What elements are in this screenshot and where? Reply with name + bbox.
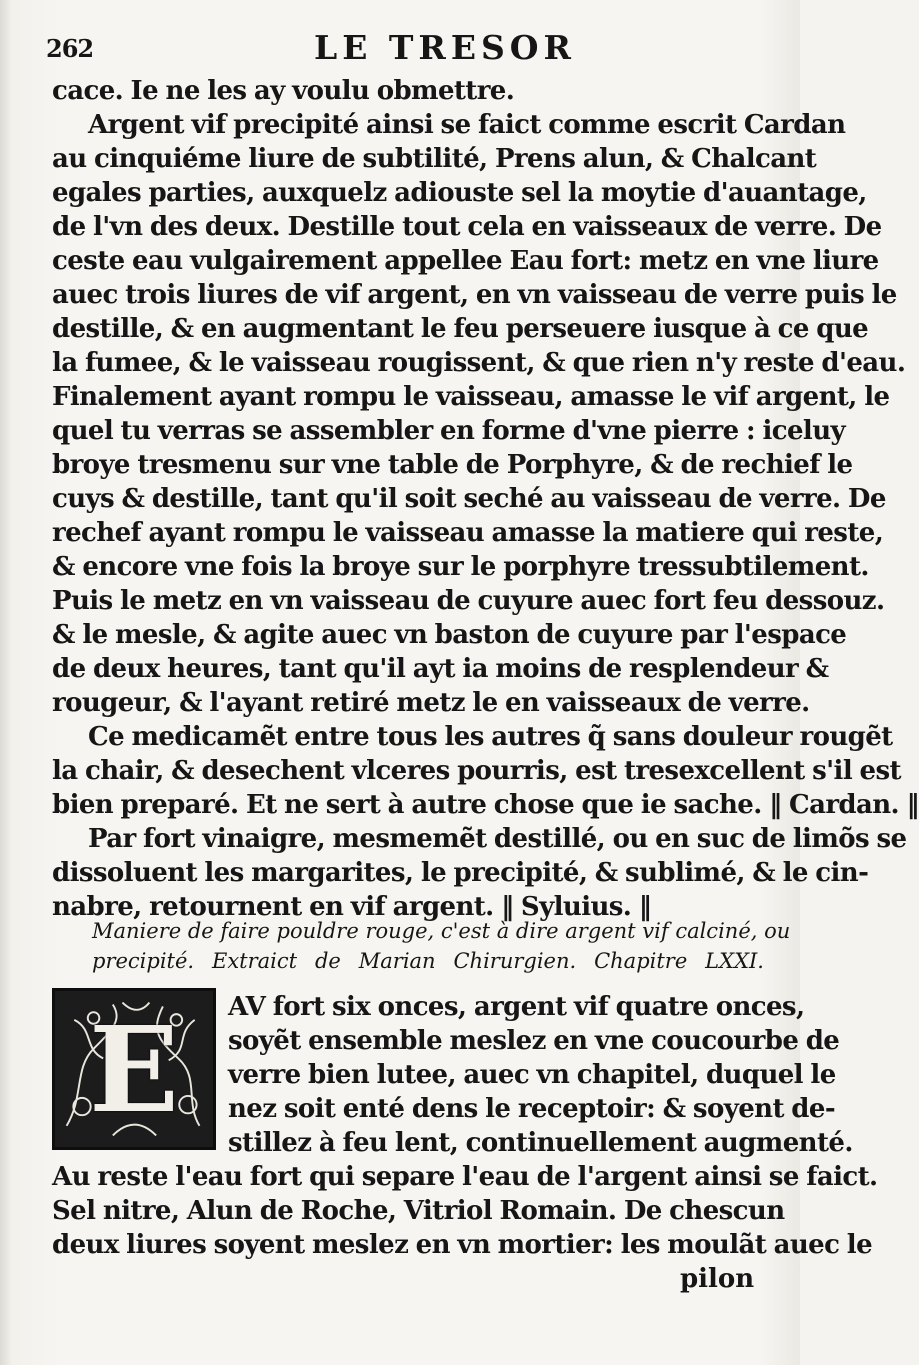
- text-line: & encore vne fois la broye sur le porphyre tressubtilement.: [52, 552, 869, 582]
- text-line: Ce medicamẽt entre tous les autres q̃ sans douleur rougẽt: [88, 722, 893, 752]
- text-line: bien preparé. Et ne sert à autre chose que ie sache. ‖ Cardan. ‖: [52, 790, 919, 820]
- text-line: auec trois liures de vif argent, en vn vaisseau de verre puis le: [52, 280, 897, 310]
- text-line: Finalement ayant rompu le vaisseau, amasse le vif argent, le: [52, 382, 890, 412]
- page-number: 262: [46, 34, 94, 63]
- text-line: egales parties, auxquelz adiouste sel la moytie d'auantage,: [52, 178, 867, 208]
- text-line: dissoluent les margarites, le precipité, & sublimé, & le cin-: [52, 858, 869, 888]
- text-line: de deux heures, tant qu'il ayt ia moins de resplendeur &: [52, 654, 829, 684]
- text-line: soyẽt ensemble meslez en vne coucourbe de: [228, 1026, 840, 1056]
- text-line: ceste eau vulgairement appellee Eau fort: metz en vne liure: [52, 246, 879, 276]
- text-line: au cinquiéme liure de subtilité, Prens alun, & Chalcant: [52, 144, 817, 174]
- decorated-initial: [52, 988, 216, 1150]
- text-line: la chair, & desechent vlceres pourris, est tresexcellent s'il est: [52, 756, 901, 786]
- text-line: Au reste l'eau fort qui separe l'eau de l'argent ainsi se faict.: [52, 1162, 878, 1192]
- text-line: Puis le metz en vn vaisseau de cuyure auec fort feu dessouz.: [52, 586, 885, 616]
- text-line: quel tu verras se assembler en forme d'vne pierre : iceluy: [52, 416, 846, 446]
- page-header: [46, 28, 766, 68]
- text-line: broye tresmenu sur vne table de Porphyre, & de rechief le: [52, 450, 853, 480]
- text-line: nabre, retournent en vif argent. ‖ Syluius. ‖: [52, 892, 652, 922]
- text-line: nez soit enté dens le receptoir: & soyent de-: [228, 1094, 836, 1124]
- running-title: LE TRESOR: [314, 28, 576, 67]
- text-line: Sel nitre, Alun de Roche, Vitriol Romain. De chescun: [52, 1196, 785, 1226]
- text-line: stillez à feu lent, continuellement augmenté.: [228, 1128, 853, 1158]
- initial-paragraph: [228, 990, 853, 1160]
- chapter-title-line: Maniere de faire pouldre rouge, c'est à dire argent vif calciné, ou: [92, 919, 791, 943]
- initial-letter: E: [89, 999, 179, 1139]
- text-line: rougeur, & l'ayant retiré metz le en vaisseaux de verre.: [52, 688, 810, 718]
- chapter-title-line: precipité. Extraict de Marian Chirurgien. Chapitre LXXI.: [92, 949, 764, 973]
- text-line: destille, & en augmentant le feu perseuere iusque à ce que: [52, 314, 869, 344]
- text-line: AV fort six onces, argent vif quatre onces,: [228, 992, 805, 1022]
- text-line: Par fort vinaigre, mesmemẽt destillé, ou en suc de limõs se: [88, 824, 907, 854]
- text-line: & le mesle, & agite auec vn baston de cuyure par l'espace: [52, 620, 847, 650]
- body-text-bottom: [52, 1160, 878, 1262]
- text-line: verre bien lutee, auec vn chapitel, duquel le: [228, 1060, 836, 1090]
- catchword: pilon: [680, 1264, 755, 1294]
- text-line: cace. Ie ne les ay voulu obmettre.: [52, 76, 515, 106]
- text-line: cuys & destille, tant qu'il soit seché au vaisseau de verre. De: [52, 484, 886, 514]
- text-line: Argent vif precipité ainsi se faict comme escrit Cardan: [88, 110, 846, 140]
- text-line: de l'vn des deux. Destille tout cela en vaisseaux de verre. De: [52, 212, 882, 242]
- body-text-top: [52, 74, 919, 924]
- chapter-title: [92, 916, 791, 976]
- text-line: deux liures soyent meslez en vn mortier: les moulãt auec le: [52, 1230, 873, 1260]
- text-line: rechef ayant rompu le vaisseau amasse la matiere qui reste,: [52, 518, 884, 548]
- text-line: la fumee, & le vaisseau rougissent, & que rien n'y reste d'eau.: [52, 348, 906, 378]
